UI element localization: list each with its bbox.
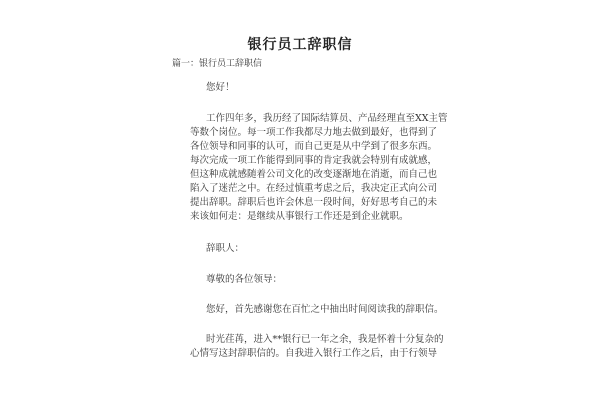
document-title: 银行员工辞职信 (247, 37, 353, 53)
paragraph-line: 但这种成就感随着公司文化的改变逐渐地在消逝，而自己也 (190, 169, 438, 180)
salutation: 尊敬的各位领导： (206, 274, 283, 285)
paragraph-line: 时光荏苒，进入**银行已一年之余，我是怀着十分复杂的 (206, 334, 444, 345)
paragraph-line: 各位领导和同事的认可，而自己更是从中学到了很多东西。 (190, 141, 438, 152)
paragraph-line: 提出辞职。辞职后也许会休息一段时间，好好思考自己的未 (190, 197, 438, 208)
document-subtitle: 篇一：银行员工辞职信 (172, 59, 263, 69)
paragraph-line: 来该如何走：是继续从事银行工作还是到企业就职。 (190, 211, 409, 222)
paragraph-line: 工作四年多，我历经了国际结算员、产品经理直至XX主管 (206, 113, 448, 124)
paragraph-line: 您好，首先感谢您在百忙之中抽出时间阅读我的辞职信。 (206, 304, 444, 315)
paragraph-line: 每次完成一项工作能得到同事的肯定我就会特别有成就感， (190, 155, 438, 166)
signature-label: 辞职人： (206, 243, 245, 254)
paragraph-line: 陷入了迷茫之中。在经过慎重考虑之后，我决定正式向公司 (190, 183, 438, 194)
paragraph-line: 心情写这封辞职信的。自我进入银行工作之后，由于行领导 (190, 348, 438, 359)
paragraph-line: 等数个岗位。每一项工作我都尽力地去做到最好，也得到了 (190, 127, 438, 138)
greeting: 您好！ (206, 82, 235, 93)
